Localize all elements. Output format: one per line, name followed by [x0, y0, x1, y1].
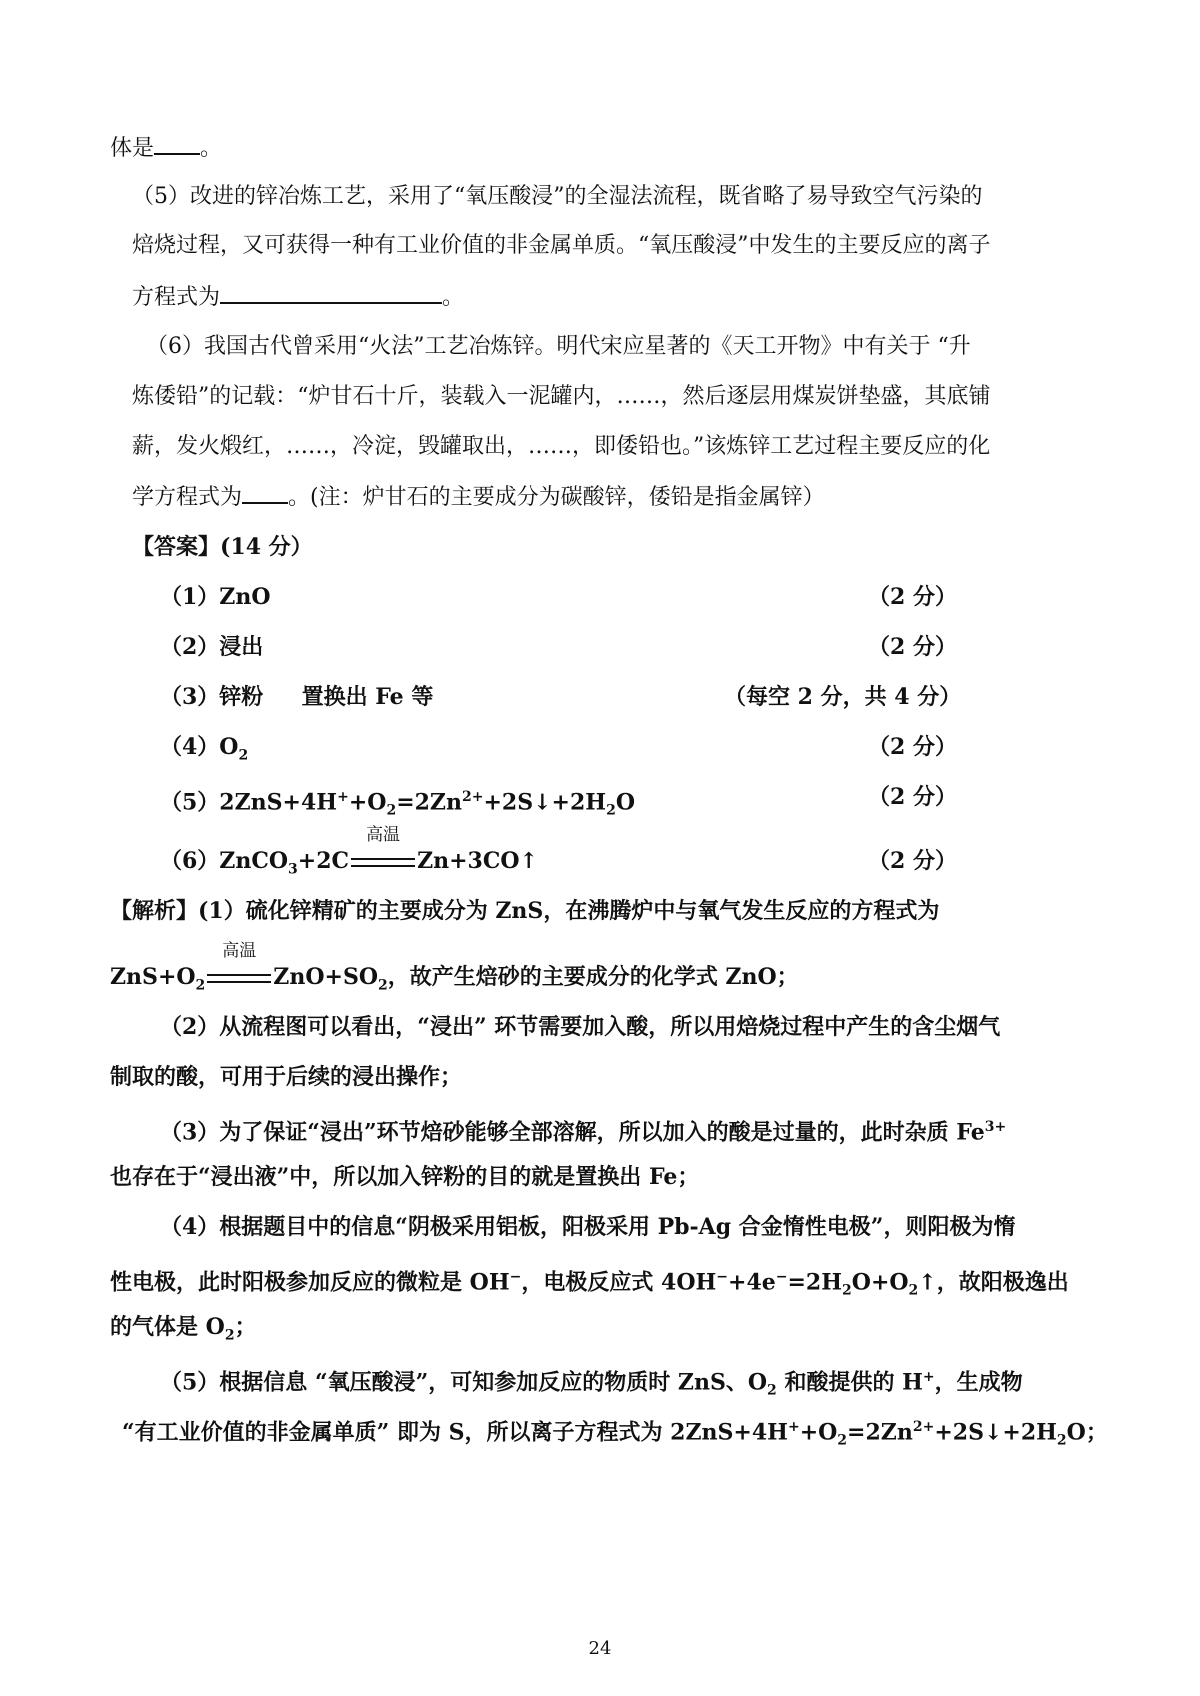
q5-line-3: 方程式为 。 [132, 282, 464, 313]
q5-line-1: （5）改进的锌冶炼工艺，采用了“氧压酸浸”的全湿法流程，既省略了易导致空气污染的 [132, 184, 983, 209]
q4-tail: 体是 。 [110, 133, 222, 164]
analysis-p1-line-2: $ZnS+O_2$ 高温 $ZnO+SO_2$，故产生焙砂的主要成分的化学式 ZnO； [110, 941, 799, 994]
answer-item-3: （3）锌粉 置换出 Fe 等 [160, 684, 434, 710]
answer-item-5: $(5)2ZnS+4H^++O_2=2Zn^{2+}+2S↓+2H_2O$ [160, 789, 635, 819]
analysis-p4-line-2: 性电极，此时阳极参加反应的微粒是 OH−，电极反应式 $4OH^-+4e^-=2H_2O+O_2↑$，故阳极逸出 [110, 1269, 1069, 1299]
q6-line-4: 学方程式为 。(注：炉甘石的主要成分为碳酸锌，倭铅是指金属锌） [132, 482, 825, 513]
q6-line-1: （6）我国古代曾采用“火法”工艺冶炼锌。明代宋应星著的《天工开物》中有关于 “升 [146, 334, 971, 359]
analysis-p2-line-2: 制取的酸，可用于后续的浸出操作； [110, 1064, 463, 1090]
analysis-p2-line-1: （2）从流程图可以看出，“浸出” 环节需要加入酸，所以用焙烧过程中产生的含尘烟气 [160, 1014, 1001, 1040]
q6-line-2: 炼倭铅”的记载：“炉甘石十斤，装载入一泥罐内，……，然后逐层用煤炭饼垫盛，其底铺 [132, 384, 991, 409]
analysis-p5-line-1: （5）根据信息 “氧压酸浸”，可知参加反应的物质时 ZnS、$O_2$ 和酸提供的 H+，生成物 [160, 1369, 1023, 1399]
answer-score-1: （2 分） [868, 584, 957, 610]
analysis-p5-line-2: “有工业价值的非金属单质” 即为 S，所以离子方程式为 $2ZnS+4H^++O_2=2Zn^{2+}+2S↓+2H_2O$； [122, 1419, 1108, 1449]
answer-score-5: （2 分） [868, 784, 957, 810]
answer-score-2: （2 分） [868, 634, 957, 660]
analysis-p4-line-1: （4）根据题目中的信息“阴极采用铝板，阳极采用 Pb-Ag 合金惰性电极”，则阳极为惰 [160, 1214, 1016, 1240]
answer-item-6: （6）ZnCO$_3$+2C 高温 Zn+3CO↑ [160, 825, 538, 878]
high-temp-equals: 高温 [349, 846, 417, 876]
q5-line-2: 焙烧过程，又可获得一种有工业价值的非金属单质。“氧压酸浸”中发生的主要反应的离子 [132, 233, 991, 258]
analysis-p3-line-2: 也存在于“浸出液”中，所以加入锌粉的目的就是置换出 Fe； [110, 1164, 700, 1190]
high-temp-equals: 高温 [205, 962, 273, 992]
answer-score-4: （2 分） [868, 734, 957, 760]
answer-item-1: （1）ZnO [160, 584, 271, 610]
analysis-p3-line-1: （3）为了保证“浸出”环节焙砂能够全部溶解，所以加入的酸是过量的，此时杂质 $Fe^{3+}$ [160, 1119, 1007, 1146]
page-number: 24 [588, 1638, 612, 1659]
answer-score-3: （每空 2 分，共 4 分） [724, 684, 962, 710]
answer-header: 【答案】(14 分） [132, 534, 313, 560]
answer-score-6: （2 分） [868, 848, 957, 874]
answer-blank [242, 482, 288, 504]
answer-item-2: （2）浸出 [160, 634, 264, 660]
analysis-p1-line-1: 【解析】(1）硫化锌精矿的主要成分为 ZnS，在沸腾炉中与氧气发生反应的方程式为 [110, 898, 940, 924]
answer-blank [220, 282, 442, 304]
answer-blank [154, 133, 200, 155]
analysis-p4-line-3: 的气体是 $O_2$； [110, 1314, 257, 1344]
q6-line-3: 薪，发火煅红，……，冷淀，毁罐取出，……，即倭铅也。”该炼锌工艺过程主要反应的化 [132, 434, 991, 459]
answer-item-4: $(4)O_2$ [160, 734, 249, 764]
